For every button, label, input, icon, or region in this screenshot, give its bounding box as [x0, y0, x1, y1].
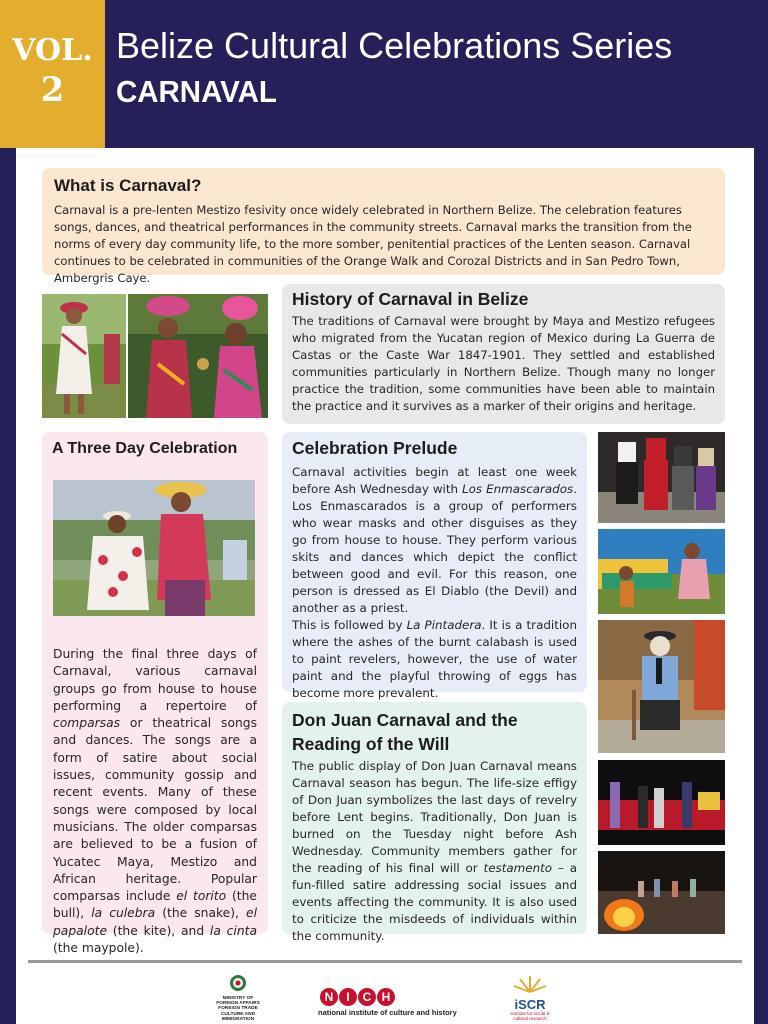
ministry-logo — [216, 974, 260, 1022]
photo-carnaval-group — [53, 480, 255, 616]
section-text: The public display of Don Juan Carnaval means Carnaval season has begun. The life-size effigy of Don Juan symbolizes the last days of revelry before Lent begins. Traditionally, Don Juan is burned on the Tuesday night before Ash Wednesday. Community members gather for the reading of his final will or testamento – a fun-filled satire addressing social issues and events affecting the community. It is also used to criticize the misdeeds of individuals within the community. — [292, 759, 577, 943]
photo-girl-dancer — [42, 294, 126, 418]
nich-name: national institute of culture and history — [318, 1008, 457, 1017]
volume-label: VOL. — [12, 33, 93, 68]
photo-pintadera — [598, 529, 725, 614]
section-text: Carnaval activities begin at least one week before Ash Wednesday with Los Enmascarados. Los Enmascarados is a group of performers who wear masks and other disguises as they go from house to house. They perform various skits and dances which depict the conflict between good and evil. For this reason, one person is dressed as El Diablo (the Devil) and another as a priest. — [292, 465, 577, 615]
section-three-day-celebration — [42, 432, 268, 956]
photo-enmascarados — [598, 432, 725, 523]
page-title: CARNAVAL — [116, 74, 277, 109]
iscr-logo — [510, 974, 550, 1021]
section-title: A Three Day Celebration — [52, 440, 238, 457]
volume-badge — [0, 0, 105, 148]
section-text: During the final three days of Carnaval, various carnaval groups go from house to house performing a repertoire of comparsas or theatrical songs and dances. The songs are a form of satire about social issues, community gossip and recent events. Many of these songs were composed by local musicians. The older comparsas are believed to be a fusion of Yucatec Maya, Mestizo and African heritage. Popular comparsas include el torito (the bull), la culebra (the snake), el papalote (the kite), and la cinta (the maypole). — [53, 647, 257, 956]
nich-letter: H — [377, 988, 395, 1006]
ministry-name: MINISTRY OF FOREIGN AFFAIRS FOREIGN TRADE CULTURE AND IMMIGRATION — [216, 996, 260, 1022]
iscr-subtitle: institute for social & cultural research — [510, 1011, 550, 1021]
nich-logo — [318, 988, 458, 1017]
section-what-is-carnaval — [42, 168, 725, 285]
photo-stage-performers — [598, 760, 725, 845]
nich-letter: N — [320, 988, 338, 1006]
section-text: Carnaval is a pre-lenten Mestizo fesivity once widely celebrated in Northern Belize. The celebration features songs, dances, and theatrical performances in the community streets. Carnaval marks the transition from the norms of every day community life, to the more somber, penitential practices of the Lenten season. Carnaval continues to be celebrated in communities of the Orange Walk and Corozal Districts and in San Pedro Town, Ambergris Caye. — [54, 203, 692, 285]
footer-divider — [28, 960, 742, 963]
nich-letter: I — [339, 988, 357, 1006]
poster-body — [16, 148, 754, 1024]
photo-costumed-dancers — [128, 294, 268, 418]
nich-letter: C — [358, 988, 376, 1006]
section-title: Celebration Prelude — [292, 438, 458, 458]
section-celebration-prelude — [282, 432, 587, 700]
section-title: What is Carnaval? — [54, 176, 202, 195]
section-text: The traditions of Carnaval were brought by Maya and Mestizo refugees who migrated from the Yucatan region of Mexico during La Guerra de Castas or the Caste War 1847-1901. They settled and established communities particularly in Northern Belize. Though many no longer practice the tradition, some communities have been able to maintain the practice and it survives as a marker of their origins and heritage. — [292, 314, 715, 413]
photo-burning-effigy — [598, 851, 725, 934]
iscr-name: iSCR — [514, 997, 546, 1012]
section-text: This is followed by La Pintadera. It is a tradition where the ashes of the burnt calabash is used to paint revelers, however, the use of water paint and the playful throwing of eggs has become more prevalent. — [292, 618, 577, 700]
nich-letters — [320, 988, 458, 1006]
section-title: History of Carnaval in Belize — [292, 289, 529, 309]
sunburst-icon — [510, 974, 550, 994]
series-title: Belize Cultural Celebrations Series — [116, 25, 673, 66]
section-don-juan — [282, 702, 587, 943]
ministry-seal-icon — [216, 974, 260, 992]
section-history — [282, 284, 725, 424]
photo-don-juan-effigy — [598, 620, 725, 753]
section-title: Don Juan Carnaval and the Reading of the Will — [292, 710, 518, 754]
volume-number: 2 — [40, 70, 65, 110]
